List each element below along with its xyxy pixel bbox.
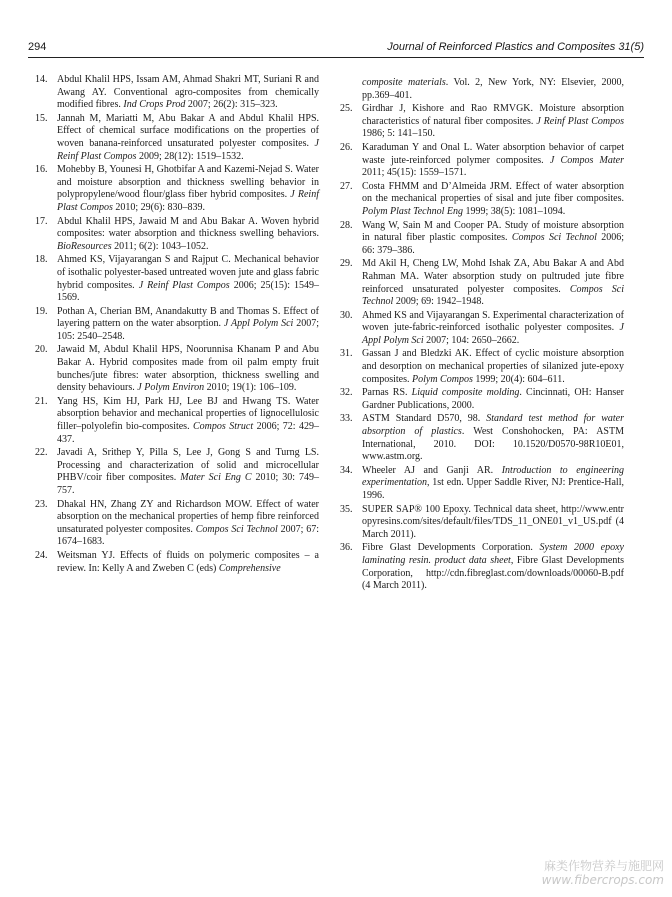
reference-26: 26. Karaduman Y and Onal L. Water absorption behavior of carpet waste jute-reinforced polymer composites. J Compos Mater 2011; 45(15): 1559–1571. bbox=[340, 141, 624, 179]
page-number: 294 bbox=[28, 41, 47, 53]
header-rule bbox=[28, 57, 644, 58]
references-left-column bbox=[35, 74, 319, 576]
reference-24-continuation: composite materials. Vol. 2, New York, NY: Elsevier, 2000, pp.369–401. bbox=[362, 77, 625, 101]
references-right-column bbox=[340, 77, 624, 594]
reference-19: 19. Pothan A, Cherian BM, Anandakutty B and Thomas S. Effect of layering pattern on the water absorption. J Appl Polym Sci 2007; 105: 2540–2548. bbox=[35, 305, 319, 342]
reference-30: 30. Ahmed KS and Vijayarangan S. Experimental characterization of woven jute-fabric-reinforced isothalic polyester composites. J Appl Polym Sci 2007; 104: 2650–2662. bbox=[340, 309, 624, 346]
reference-25: 25. Girdhar J, Kishore and Rao RMVGK. Moisture absorption characteristics of natural fiber composites. J Reinf Plast Compos 1986; 5: 141–150. bbox=[340, 103, 624, 140]
running-header bbox=[28, 40, 644, 56]
reference-32: 32. Parnas RS. Liquid composite molding. Cincinnati, OH: Hanser Gardner Publications, 2000. bbox=[340, 387, 624, 411]
reference-22: 22. Javadi A, Srithep Y, Pilla S, Lee J, Gong S and Turng LS. Processing and characterization of solid and microcellular PHBV/coir fiber composites. Mater Sci Eng C 2010; 30: 749–757. bbox=[35, 447, 319, 496]
reference-36: 36. Fibre Glast Developments Corporation. System 2000 epoxy laminating resin. product data sheet, Fibre Glast Developments Corporation, http://cdn.fibreglast.com/downloads/00060-B.pdf (4 March 2011). bbox=[340, 542, 625, 592]
reference-18: 18. Ahmed KS, Vijayarangan S and Rajput C. Mechanical behavior of isothalic polyester-based untreated woven jute and glass fabric hybrid composites. J Reinf Plast Compos 2006; 25(15): 1549–1569. bbox=[35, 254, 320, 304]
watermark-chinese-text: 麻类作物营养与施肥网 bbox=[543, 859, 664, 873]
watermark-url: www.fibercrops.com bbox=[541, 873, 664, 887]
reference-27: 27. Costa FHMM and D’Almeida JRM. Effect of water absorption on the mechanical properties of sisal and jute fiber composites. Polym Plast Technol Eng 1999; 38(5): 1081–1094. bbox=[340, 180, 624, 217]
reference-21: 21. Yang HS, Kim HJ, Park HJ, Lee BJ and Hwang TS. Water absorption behavior and mechanical properties of lignocellulosic filler–polyolefin bio-composites. Compos Struct 2006; 72: 429–437. bbox=[35, 395, 319, 445]
reference-28: 28. Wang W, Sain M and Cooper PA. Study of moisture absorption in natural fiber plastic composites. Compos Sci Technol 2006; 66: 379–386. bbox=[340, 219, 624, 256]
reference-29: 29. Md Akil H, Cheng LW, Mohd Ishak ZA, Abu Bakar A and Abd Rahman MA. Water absorption study on pultruded jute fibre reinforced unsaturated polyester composites. Compos Sci Technol 2009; 69: 1942–1948. bbox=[340, 258, 625, 308]
reference-33: 33. ASTM Standard D570, 98. Standard test method for water absorption of plastics. West Conshohocken, PA: ASTM International, 2010. DOI: 10.1520/D0570-98R10E01, www.astm.org. bbox=[340, 413, 624, 463]
reference-14: 14. Abdul Khalil HPS, Issam AM, Ahmad Shakri MT, Suriani R and Awang AY. Conventional agro-composites from chemically modified fibres. Ind Crops Prod 2007; 26(2): 315–323. bbox=[35, 74, 319, 111]
reference-15: 15. Jannah M, Mariatti M, Abu Bakar A and Abdul Khalil HPS. Effect of chemical surface modifications on the properties of woven banana-reinforced unsaturated polyester composites. J Reinf Plast Compos 2009; 28(12): 1519–1532. bbox=[35, 112, 319, 162]
reference-24: 24. Weitsman YJ. Effects of fluids on polymeric composites – a review. In: Kelly A and Zweben C (eds) Comprehensive bbox=[35, 549, 319, 574]
reference-35: 35. SUPER SAP® 100 Epoxy. Technical data sheet, http://www.entropyresins.com/sites/default/files/TDS_11_ONE01_v1_US.pdf (4 March 2011). bbox=[340, 503, 624, 540]
reference-31: 31. Gassan J and Bledzki AK. Effect of cyclic moisture absorption and desorption on mechanical properties of silanized jute-epoxy composites. Polym Compos 1999; 20(4): 604–611. bbox=[340, 348, 624, 385]
reference-17: 17. Abdul Khalil HPS, Jawaid M and Abu Bakar A. Woven hybrid composites: water absorption and thickness swelling behaviors. BioResources 2011; 6(2): 1043–1052. bbox=[35, 215, 319, 252]
site-watermark bbox=[542, 859, 664, 887]
reference-20: 20. Jawaid M, Abdul Khalil HPS, Noorunnisa Khanam P and Abu Bakar A. Hybrid composites made from oil palm empty fruit bunches/jute fibres: water absorption, thickness swelling and density behaviours. J Polym Environ 2010; 19(1): 106–109. bbox=[35, 344, 319, 394]
reference-23: 23. Dhakal HN, Zhang ZY and Richardson MOW. Effect of water absorption on the mechanical properties of hemp fibre reinforced unsaturated polyester composites. Compos Sci Technol 2007; 67: 1674–1683. bbox=[35, 498, 319, 548]
journal-title: Journal of Reinforced Plastics and Composites 31(5) bbox=[387, 41, 644, 53]
reference-34: 34. Wheeler AJ and Ganji AR. Introduction to engineering experimentation, 1st edn. Upper Saddle River, NJ: Prentice-Hall, 1996. bbox=[340, 464, 625, 501]
reference-16: 16. Mohebby B, Younesi H, Ghotbifar A and Kazemi-Nejad S. Water and moisture absorption and thickness swelling behavior in polypropylene/wood flour/glass fiber hybrid composites. J Reinf Plast Compos 2010; 29(6): 830–839. bbox=[35, 164, 319, 213]
